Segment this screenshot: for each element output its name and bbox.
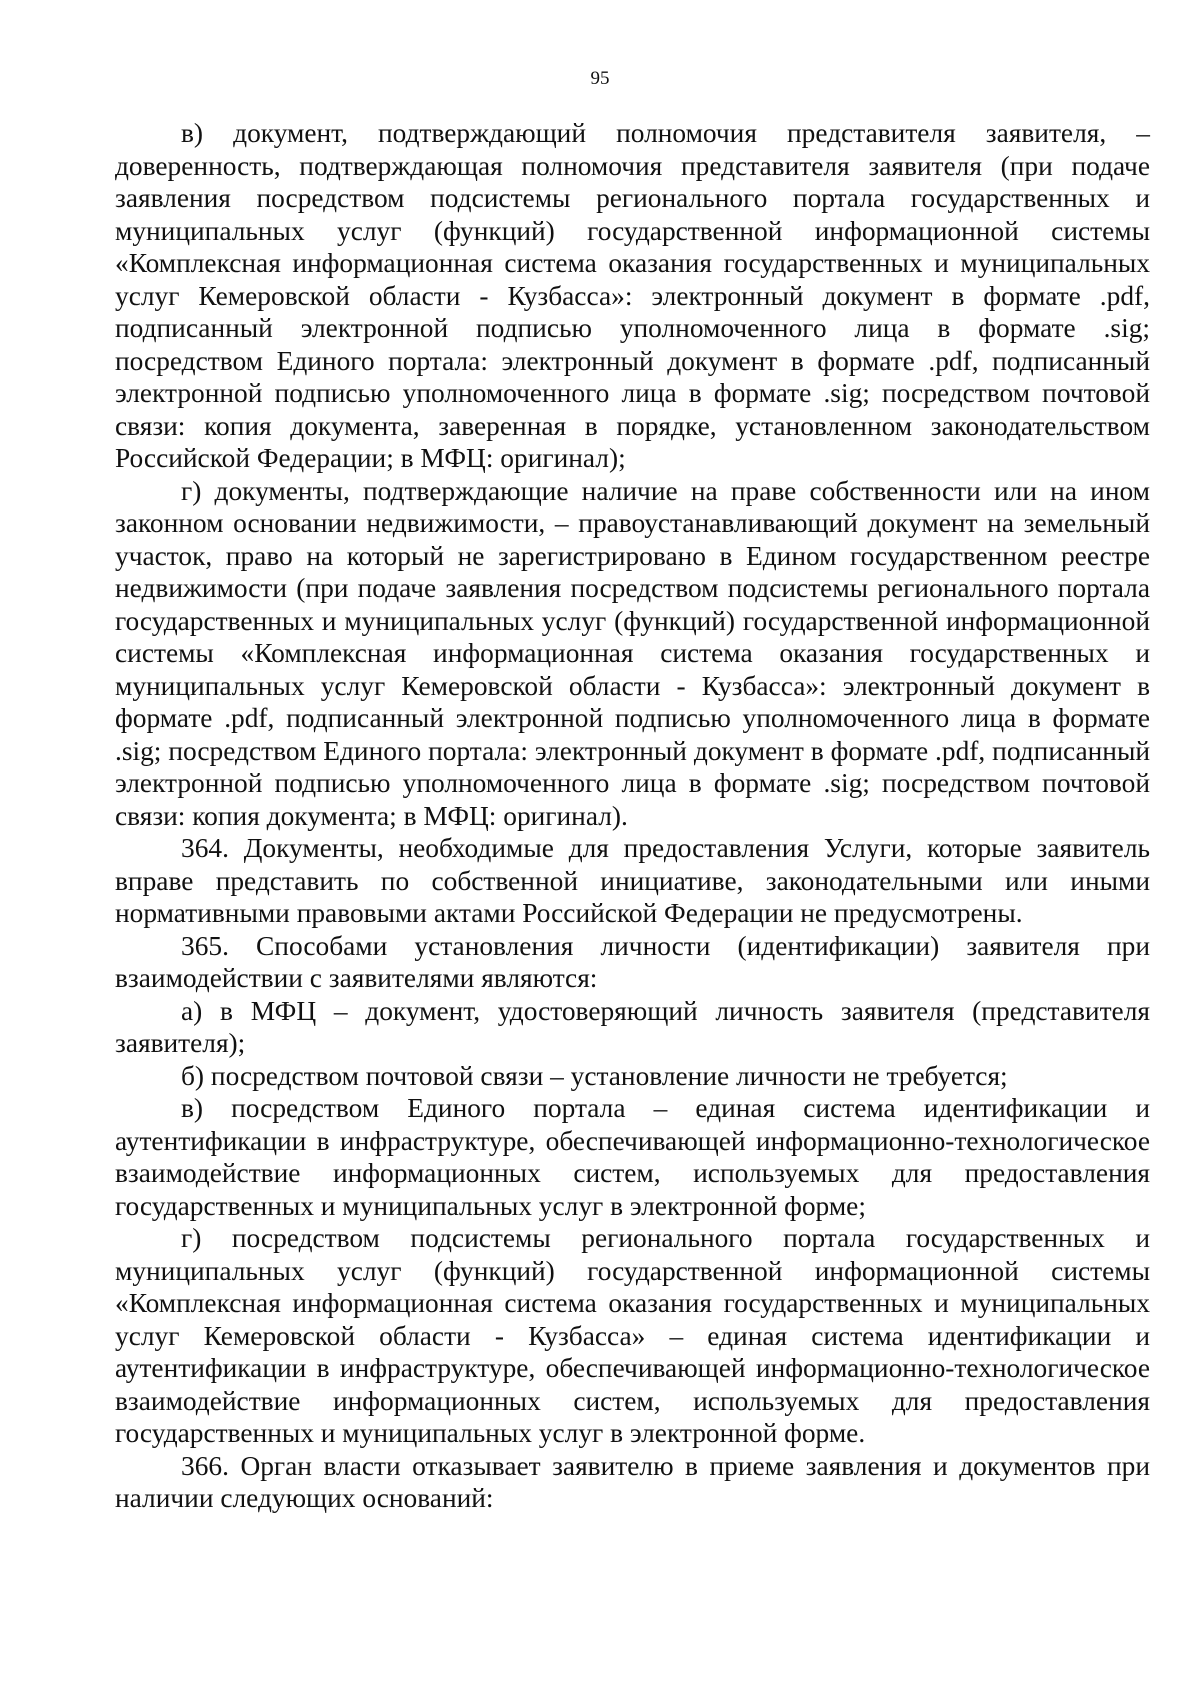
paragraph-representative-authority-document: в) документ, подтверждающий полномочия представителя заявителя, – доверенность, подтверждающая полномочия представителя заявителя (при подаче заявления посредством подсистемы регионального портала государственных и муниципальных услуг (функций) государственной информационной системы «Комплексная информационная система оказания государственных и муниципальных услуг Кемеровской области - Кузбасса»: электронный документ в формате .pdf, подписанный электронной подписью уполномоченного лица в формате .sig; посредством Единого портала: электронный документ в формате .pdf, подписанный электронной подписью уполномоченного лица в формате .sig; посредством почтовой связи: копия документа, заверенная в порядке, установленном законодательством Российской Федерации; в МФЦ: оригинал); xyxy=(115,118,1150,473)
paragraph-364: 364. Документы, необходимые для предоставления Услуги, которые заявитель вправе представить по собственной инициативе, законодательными или иными нормативными правовыми актами Российской Федерации не предусмотрены. xyxy=(115,833,1150,928)
paragraph-property-rights-documents: г) документы, подтверждающие наличие на праве собственности или на ином законном основании недвижимости, – правоустанавливающий документ на земельный участок, право на который не зарегистрировано в Едином государственном реестре недвижимости (при подаче заявления посредством подсистемы регионального портала государственных и муниципальных услуг (функций) государственной информационной системы «Комплексная информационная система оказания государственных и муниципальных услуг Кемеровской области - Кузбасса»: электронный документ в формате .pdf, подписанный электронной подписью уполномоченного лица в формате .sig; посредством Единого портала: электронный документ в формате .pdf, подписанный электронной подписью уполномоченного лица в формате .sig; посредством почтовой связи: копия документа; в МФЦ: оригинал). xyxy=(115,475,1150,831)
paragraph-365-a: а) в МФЦ – документ, удостоверяющий личность заявителя (представителя заявителя); xyxy=(115,995,1150,1058)
page-number: 95 xyxy=(590,68,610,89)
document-body xyxy=(115,117,1150,1515)
paragraph-366: 366. Орган власти отказывает заявителю в приеме заявления и документов при наличии следующих оснований: xyxy=(115,1450,1150,1513)
paragraph-365: 365. Способами установления личности (идентификации) заявителя при взаимодействии с заявителями являются: xyxy=(115,930,1150,993)
paragraph-365-g: г) посредством подсистемы регионального портала государственных и муниципальных услуг (функций) государственной информационной системы «Комплексная информационная система оказания государственных и муниципальных услуг Кемеровской области - Кузбасса» – единая система идентификации и аутентификации в инфраструктуре, обеспечивающей информационно-технологическое взаимодействие информационных систем, используемых для предоставления государственных и муниципальных услуг в электронной форме. xyxy=(115,1223,1150,1448)
paragraph-365-b: б) посредством почтовой связи – установление личности не требуется; xyxy=(181,1060,1008,1091)
paragraph-365-v: в) посредством Единого портала – единая система идентификации и аутентификации в инфраструктуре, обеспечивающей информационно-технологическое взаимодействие информационных систем, используемых для предоставления государственных и муниципальных услуг в электронной форме; xyxy=(115,1093,1150,1221)
